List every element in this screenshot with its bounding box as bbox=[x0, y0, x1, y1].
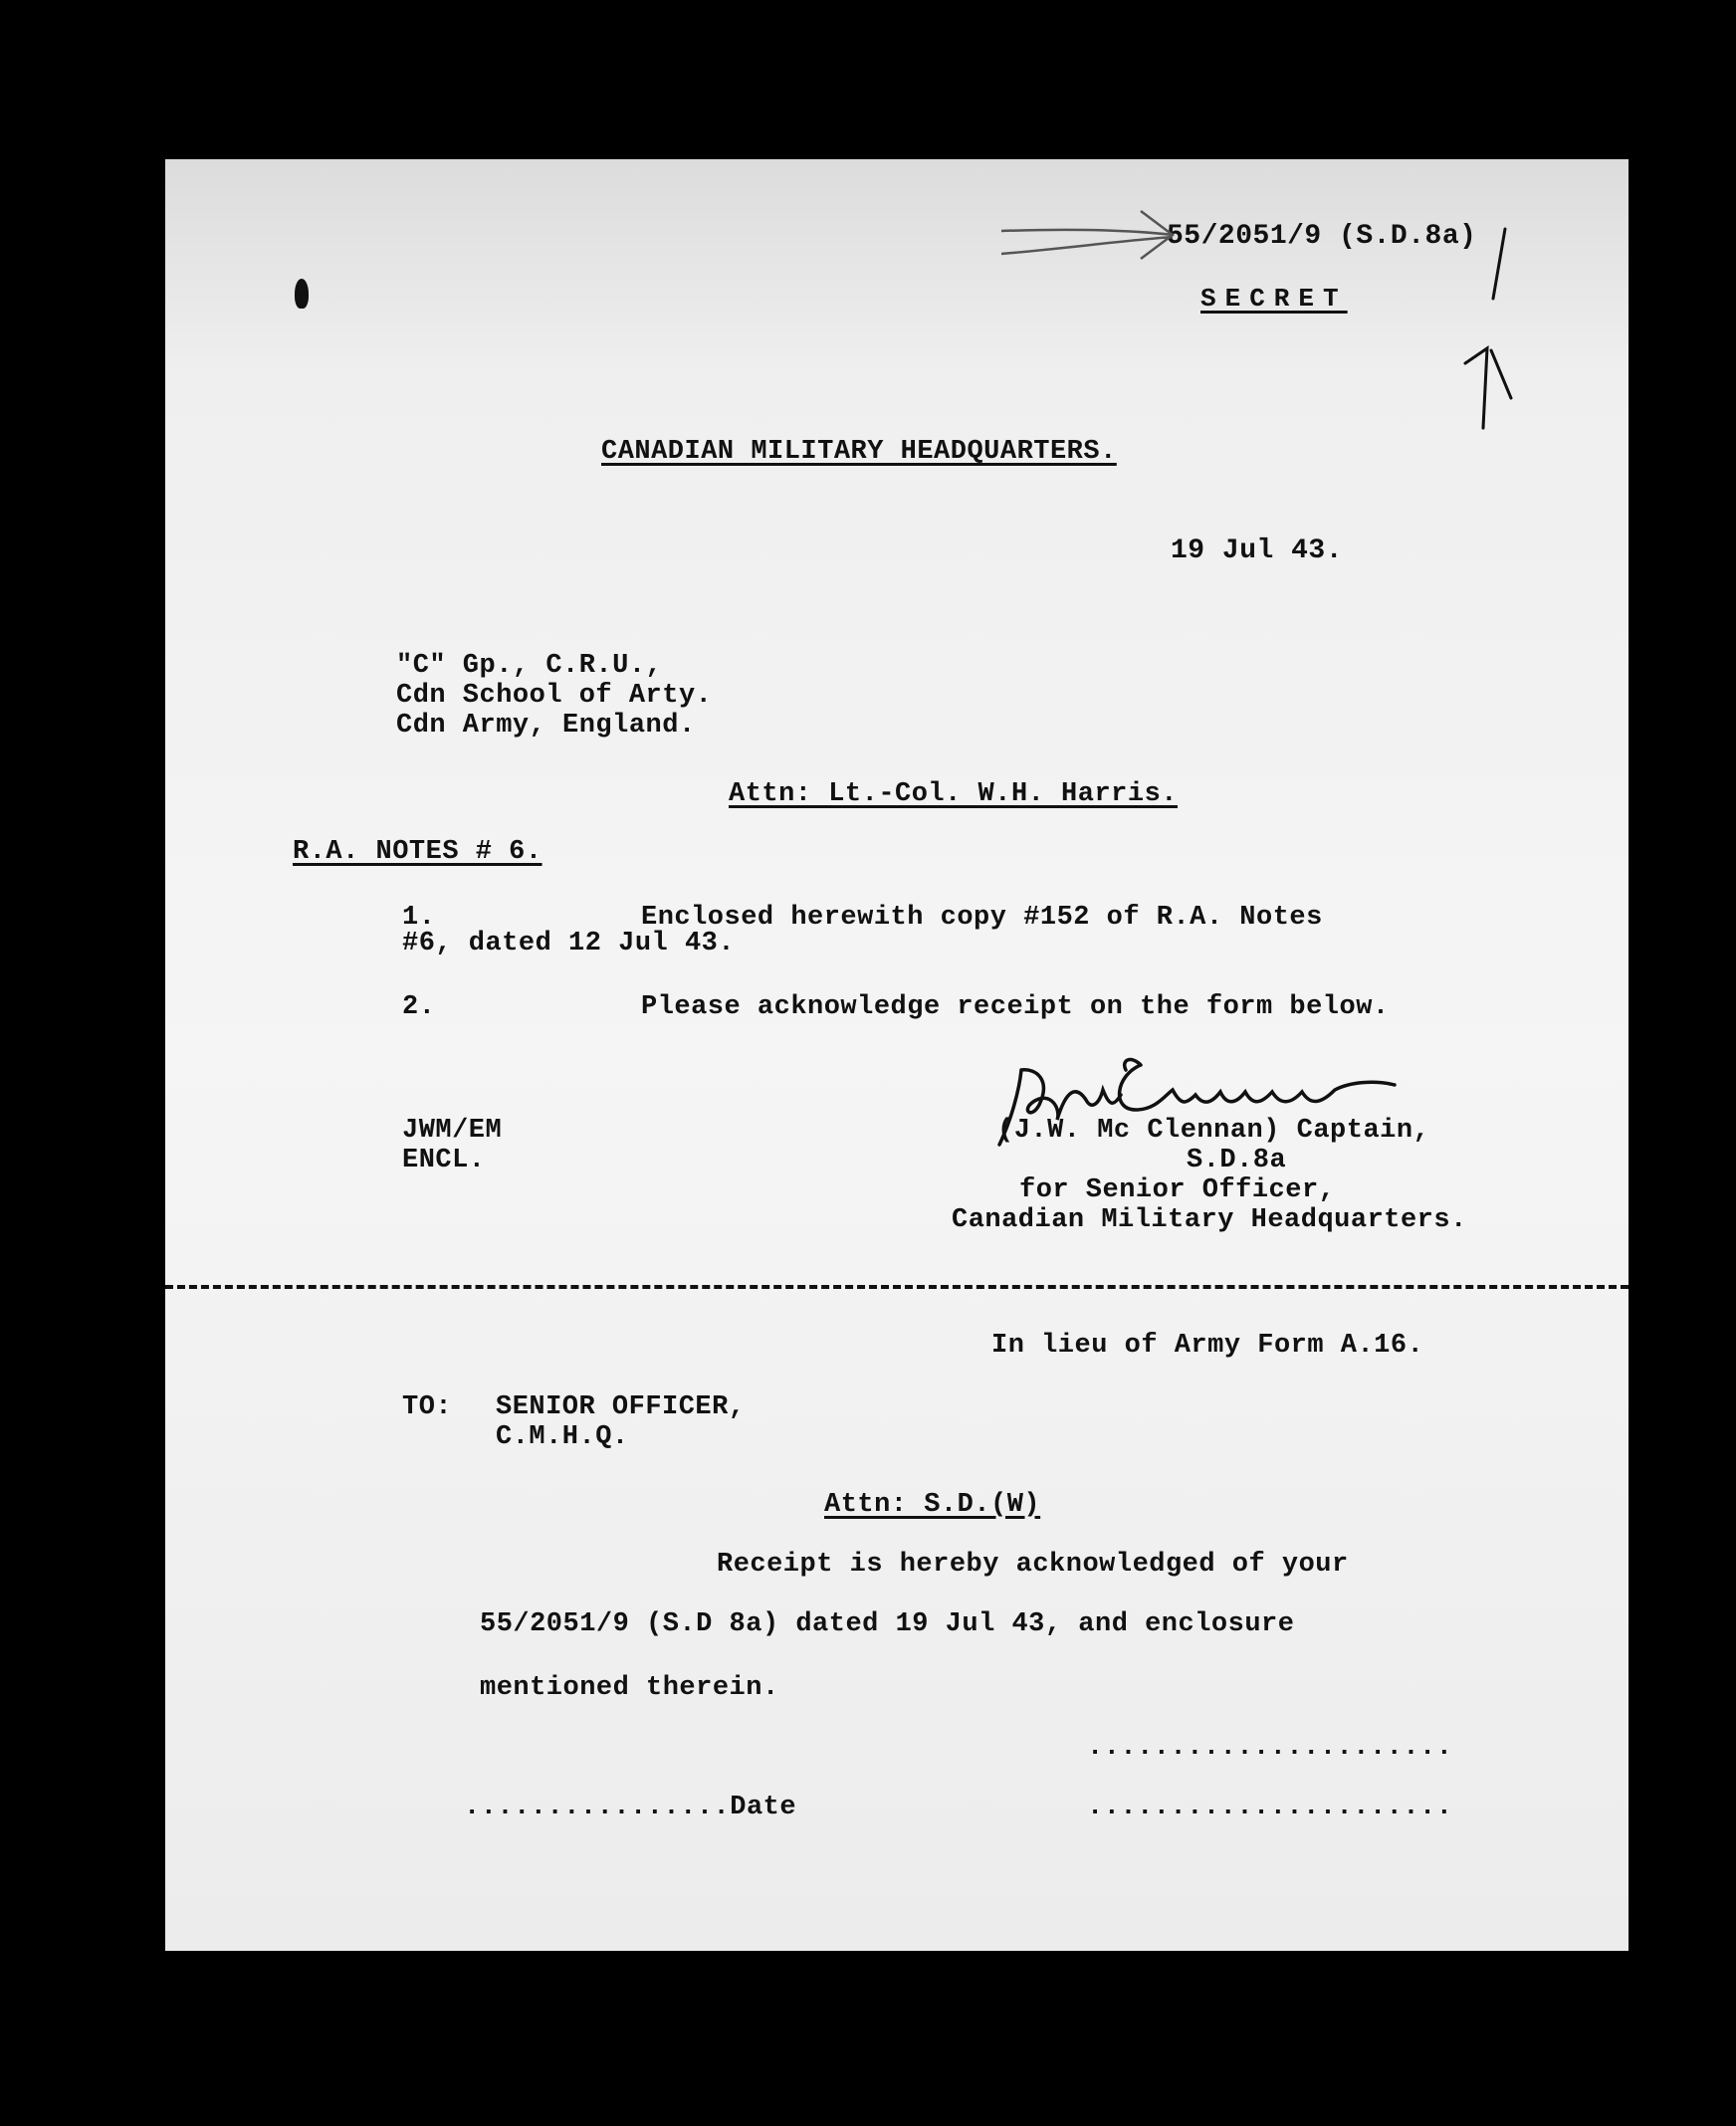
paragraph-1-line-1: Enclosed herewith copy #152 of R.A. Notes bbox=[641, 903, 1323, 933]
unit-dotted-line: ...................... bbox=[1087, 1793, 1453, 1822]
attention-line: Attn: Lt.-Col. W.H. Harris. bbox=[729, 779, 1178, 809]
letter-page bbox=[165, 159, 1628, 1951]
receipt-heading: In lieu of Army Form A.16. bbox=[991, 1331, 1424, 1361]
paragraph-1-number: 1. bbox=[402, 903, 436, 933]
folio-number-mark bbox=[1465, 229, 1545, 428]
receipt-to-label: TO: bbox=[402, 1392, 453, 1422]
letter-date: 19 Jul 43. bbox=[1171, 535, 1344, 566]
signatory-hq: Canadian Military Headquarters. bbox=[952, 1205, 1467, 1235]
file-reference: 55/2051/9 (S.D.8a) bbox=[1167, 221, 1477, 252]
enclosure-note: ENCL. bbox=[402, 1146, 486, 1175]
paragraph-1-line-2: #6, dated 12 Jul 43. bbox=[402, 929, 736, 958]
addressee-line-1: "C" Gp., C.R.U., bbox=[396, 651, 663, 681]
date-dotted-line: ................Date bbox=[464, 1793, 797, 1822]
letterhead: CANADIAN MILITARY HEADQUARTERS. bbox=[601, 437, 1117, 467]
addressee-line-3: Cdn Army, England. bbox=[396, 711, 696, 741]
receipt-body-line-1: Receipt is hereby acknowledged of your bbox=[717, 1550, 1349, 1580]
subject-heading: R.A. NOTES # 6. bbox=[293, 837, 542, 867]
receipt-attention: Attn: S.D.(W) bbox=[824, 1490, 1041, 1520]
classification-marking: SECRET bbox=[1200, 284, 1348, 314]
paragraph-2-number: 2. bbox=[402, 992, 436, 1022]
addressee-line-2: Cdn School of Arty. bbox=[396, 681, 713, 711]
signatory-for: for Senior Officer, bbox=[1019, 1175, 1336, 1205]
receipt-body-line-2: 55/2051/9 (S.D 8a) dated 19 Jul 43, and enclosure bbox=[480, 1609, 1295, 1639]
ink-blot bbox=[295, 279, 309, 309]
signatory-name: (J.W. Mc Clennan) Captain, bbox=[997, 1116, 1430, 1146]
receipt-body-line-3: mentioned therein. bbox=[480, 1673, 779, 1703]
signature-dotted-line: ...................... bbox=[1087, 1733, 1453, 1763]
tear-off-line bbox=[165, 1285, 1628, 1289]
receipt-to-line-1: SENIOR OFFICER, bbox=[496, 1392, 746, 1422]
signatory-unit: S.D.8a bbox=[1187, 1146, 1287, 1175]
paragraph-2-line-1: Please acknowledge receipt on the form below. bbox=[641, 992, 1390, 1022]
receipt-to-line-2: C.M.H.Q. bbox=[496, 1422, 629, 1452]
reference-initials: JWM/EM bbox=[402, 1116, 503, 1146]
arrow-mark bbox=[1001, 199, 1181, 269]
